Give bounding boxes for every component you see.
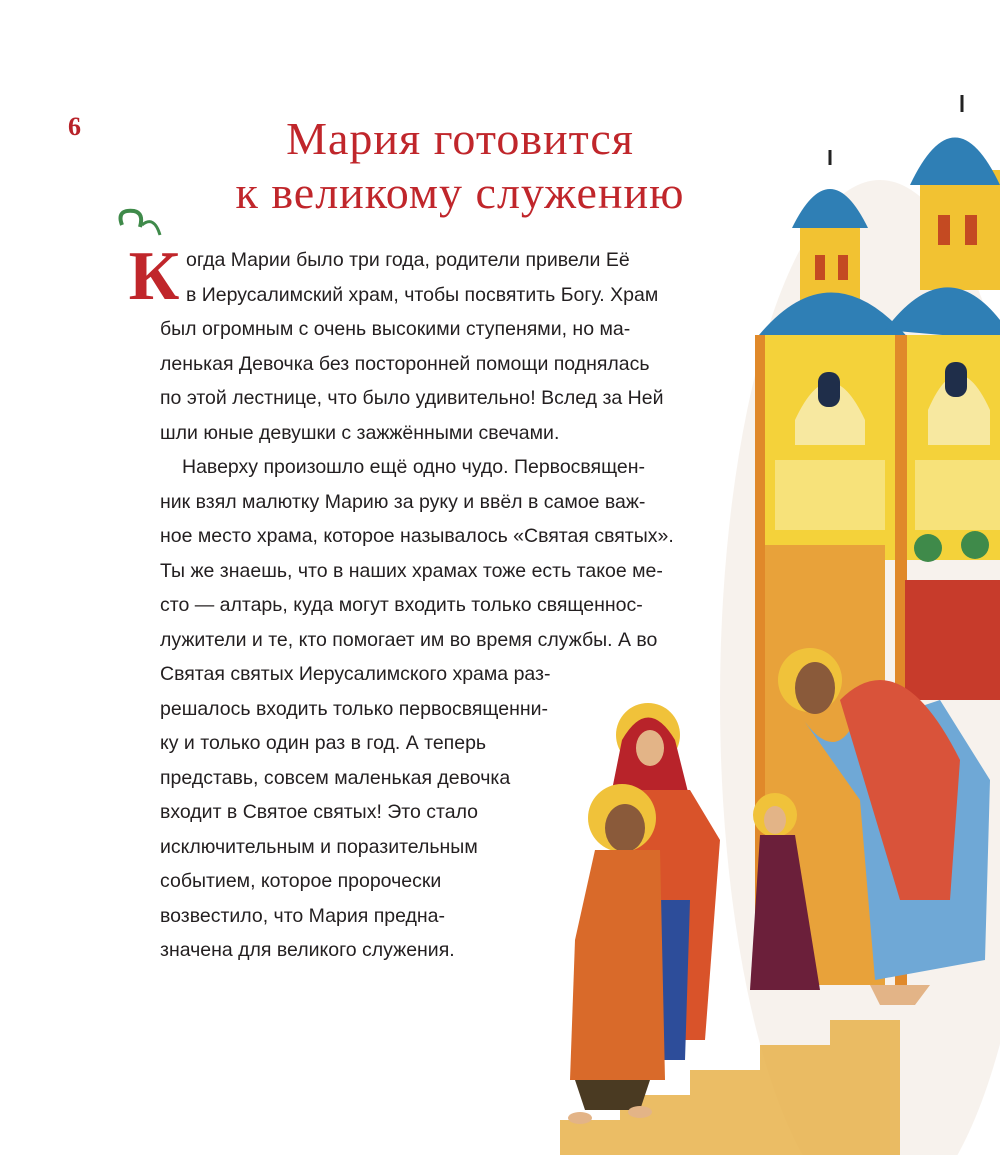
body-text [160,243,750,968]
text-line: возвестило, что Мария предна- [160,904,446,927]
text-line: по этой лестнице, что было удивительно! Вслед за Ней [160,387,664,409]
text-line: сто — алтарь, куда могут входить только священнос- [160,594,643,616]
chapter-title-line-2: к великому служению [235,167,685,218]
text-line: лужители и те, кто помогает им во время службы. А во [160,628,658,651]
text-line: ное место храма, которое называлось «Святая святых». [160,525,674,547]
text-line: Ты же знаешь, что в наших храмах тоже есть такое ме- [160,559,663,582]
paragraph-1 [160,243,750,450]
temple-stairs [560,1020,900,1155]
text-line: значена для великого служения. [160,939,455,961]
high-priest-figure [778,648,990,1005]
dropcap-text: К [128,238,180,305]
domes [755,95,1000,340]
text-line: шли юные девушки с зажжёнными свечами. [160,421,560,444]
page-number: 6 [68,112,81,141]
temple-body [755,335,1000,985]
text-line: Святая святых Иерусалимского храма раз- [160,663,551,685]
chapter-title [150,112,770,220]
chapter-title-line-1: Мария готовится [286,113,634,164]
text-line: в Иерусалимский храм, чтобы посвятить Богу. Храм [186,283,659,306]
text-line: событием, которое пророчески [160,870,442,892]
text-line: решалось входить только первосвященни- [160,697,548,720]
text-line: исключительным и поразительным [160,835,478,858]
child-mary-figure [750,793,820,990]
text-line: ленькая Девочка без посторонней помощи поднялась [160,352,650,375]
text-line: ку и только один раз в год. А теперь [160,732,487,754]
text-line: входит в Святое святых! Это стало [160,801,479,823]
text-line: Наверху произошло ещё одно чудо. Первосвящен- [182,456,646,478]
text-line: представь, совсем маленькая девочка [160,766,511,789]
paragraph-2 [160,450,750,968]
text-line: огда Марии было три года, родители привели Её [186,249,630,271]
text-line: был огромным с очень высокими ступенями, но ма- [160,318,631,340]
text-line: ник взял малютку Марию за руку и ввёл в самое важ- [160,490,646,513]
